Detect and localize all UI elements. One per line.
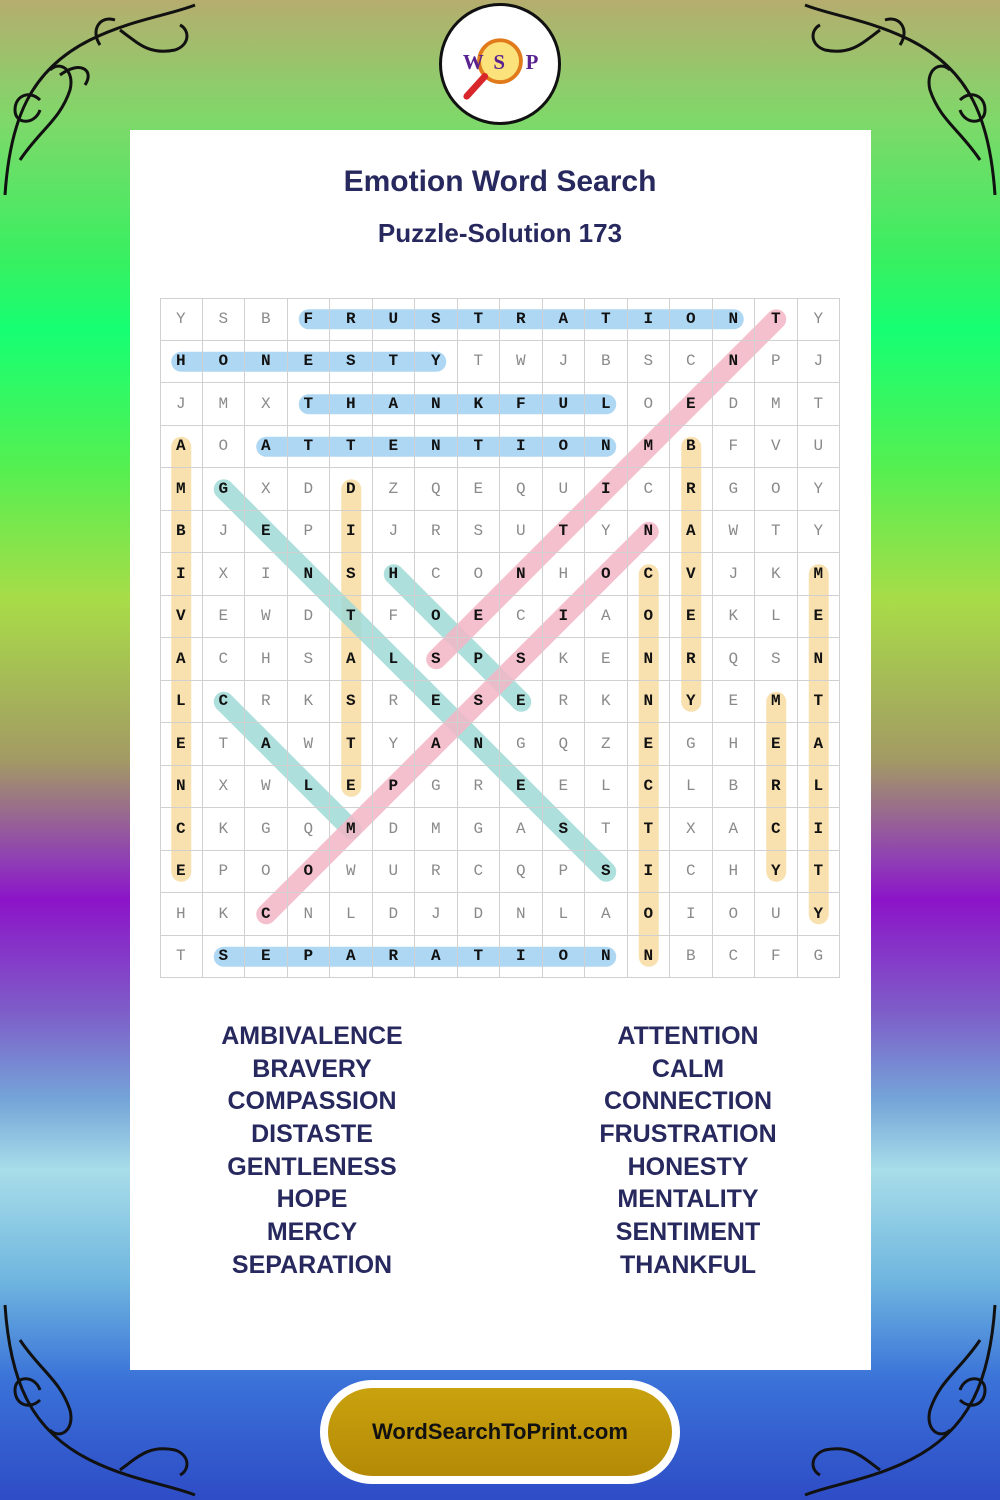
grid-cell[interactable]: O xyxy=(628,893,671,936)
grid-cell[interactable]: C xyxy=(628,468,671,511)
grid-cell[interactable]: T xyxy=(543,511,586,554)
grid-cell[interactable]: R xyxy=(500,298,543,341)
grid-cell[interactable]: T xyxy=(798,851,841,894)
grid-cell[interactable]: U xyxy=(543,383,586,426)
grid-cell[interactable]: A xyxy=(798,723,841,766)
grid-cell[interactable]: C xyxy=(670,341,713,384)
grid-cell[interactable]: Q xyxy=(500,468,543,511)
grid-cell[interactable]: G xyxy=(500,723,543,766)
grid-cell[interactable]: S xyxy=(585,851,628,894)
grid-cell[interactable]: N xyxy=(458,723,501,766)
grid-cell[interactable]: S xyxy=(458,681,501,724)
word-list-item: HONESTY xyxy=(627,1152,749,1181)
grid-cell[interactable]: K xyxy=(755,553,798,596)
grid-cell[interactable]: T xyxy=(458,298,501,341)
grid-cell[interactable]: L xyxy=(755,596,798,639)
word-list-item: MERCY xyxy=(266,1218,358,1247)
grid-cell[interactable]: J xyxy=(203,511,246,554)
website-button[interactable] xyxy=(320,1380,680,1484)
grid-cell[interactable]: G xyxy=(670,723,713,766)
grid-cell[interactable]: L xyxy=(670,766,713,809)
grid-cell[interactable]: Y xyxy=(798,511,841,554)
grid-cell[interactable]: J xyxy=(415,893,458,936)
grid-cell[interactable]: N xyxy=(798,638,841,681)
grid-cell[interactable]: C xyxy=(670,851,713,894)
word-list-left xyxy=(162,1020,462,1282)
grid-cell[interactable]: R xyxy=(415,851,458,894)
word-list-item: DISTASTE xyxy=(251,1120,373,1149)
grid-cell[interactable]: I xyxy=(330,511,373,554)
grid-cell[interactable]: P xyxy=(203,851,246,894)
grid-cell[interactable]: E xyxy=(500,766,543,809)
grid-cell[interactable]: V xyxy=(160,596,203,639)
word-list-item: ATTENTION xyxy=(617,1022,759,1050)
grid-cell[interactable]: E xyxy=(670,383,713,426)
grid-cell[interactable]: V xyxy=(670,553,713,596)
grid-cell[interactable]: U xyxy=(543,468,586,511)
grid-cell[interactable]: E xyxy=(160,851,203,894)
grid-cell[interactable]: R xyxy=(755,766,798,809)
grid-cell[interactable]: H xyxy=(245,638,288,681)
grid-cell[interactable]: N xyxy=(160,766,203,809)
grid-cell[interactable]: E xyxy=(288,341,331,384)
grid-cell[interactable]: A xyxy=(245,426,288,469)
site-logo[interactable] xyxy=(439,3,561,125)
grid-cell[interactable]: I xyxy=(160,553,203,596)
grid-cell[interactable]: U xyxy=(755,893,798,936)
grid-cell[interactable]: G xyxy=(245,808,288,851)
grid-cell[interactable]: Q xyxy=(288,808,331,851)
grid-cell[interactable]: I xyxy=(670,893,713,936)
grid-cell[interactable]: Y xyxy=(798,468,841,511)
grid-cell[interactable]: N xyxy=(245,341,288,384)
grid-cell[interactable]: D xyxy=(713,383,756,426)
grid-cell[interactable]: A xyxy=(670,511,713,554)
grid-cell[interactable]: N xyxy=(713,341,756,384)
grid-cell[interactable]: O xyxy=(755,468,798,511)
grid-cell[interactable]: W xyxy=(500,341,543,384)
grid-cell[interactable]: I xyxy=(628,298,671,341)
grid-cell[interactable]: Z xyxy=(373,468,416,511)
grid-cell[interactable]: A xyxy=(330,936,373,979)
grid-cell[interactable]: A xyxy=(585,893,628,936)
grid-cell[interactable]: U xyxy=(500,511,543,554)
grid-cell[interactable]: P xyxy=(543,851,586,894)
grid-cell[interactable]: B xyxy=(245,298,288,341)
grid-cell[interactable]: Y xyxy=(585,511,628,554)
grid-cell[interactable]: R xyxy=(415,511,458,554)
grid-cell[interactable]: E xyxy=(160,723,203,766)
word-search-grid[interactable] xyxy=(160,298,840,978)
grid-cell[interactable]: U xyxy=(798,426,841,469)
grid-cell[interactable]: R xyxy=(670,468,713,511)
grid-cell[interactable]: K xyxy=(203,808,246,851)
grid-cell[interactable]: E xyxy=(798,596,841,639)
grid-cell[interactable]: N xyxy=(585,426,628,469)
grid-cell[interactable]: W xyxy=(713,511,756,554)
word-list-item: AMBIVALENCE xyxy=(221,1022,403,1050)
grid-cell[interactable]: W xyxy=(330,851,373,894)
grid-cell[interactable]: B xyxy=(670,426,713,469)
logo-letter-p: P xyxy=(525,49,539,74)
grid-cell[interactable]: F xyxy=(713,426,756,469)
grid-cell[interactable]: N xyxy=(628,638,671,681)
grid-cell[interactable]: L xyxy=(160,681,203,724)
grid-cell[interactable]: B xyxy=(585,341,628,384)
grid-cell[interactable]: L xyxy=(330,893,373,936)
grid-cell[interactable]: I xyxy=(543,596,586,639)
grid-cell[interactable]: N xyxy=(415,426,458,469)
grid-cell[interactable]: E xyxy=(713,681,756,724)
grid-cell[interactable]: S xyxy=(543,808,586,851)
grid-cell[interactable]: C xyxy=(458,851,501,894)
grid-cell[interactable]: J xyxy=(798,341,841,384)
grid-cell[interactable]: D xyxy=(373,893,416,936)
grid-cell[interactable]: G xyxy=(458,808,501,851)
grid-cell[interactable]: T xyxy=(330,723,373,766)
grid-cell[interactable]: H xyxy=(330,383,373,426)
grid-cell[interactable]: S xyxy=(330,681,373,724)
grid-cell[interactable]: R xyxy=(373,681,416,724)
grid-cell[interactable]: T xyxy=(330,426,373,469)
grid-cell[interactable]: E xyxy=(755,723,798,766)
grid-cell[interactable]: E xyxy=(245,936,288,979)
grid-cell[interactable]: F xyxy=(288,298,331,341)
grid-cell[interactable]: W xyxy=(245,596,288,639)
grid-cell[interactable]: K xyxy=(288,681,331,724)
grid-cell[interactable]: A xyxy=(160,638,203,681)
grid-cell[interactable]: L xyxy=(585,766,628,809)
grid-cell[interactable]: K xyxy=(203,893,246,936)
grid-cell[interactable]: O xyxy=(245,851,288,894)
grid-cell[interactable]: V xyxy=(755,426,798,469)
grid-cell[interactable]: T xyxy=(288,383,331,426)
grid-cell[interactable]: N xyxy=(713,298,756,341)
grid-cell[interactable]: C xyxy=(628,553,671,596)
grid-cell[interactable]: M xyxy=(755,681,798,724)
grid-cell[interactable]: X xyxy=(245,383,288,426)
grid-cell[interactable]: Q xyxy=(500,851,543,894)
grid-cell[interactable]: Y xyxy=(670,681,713,724)
grid-cell[interactable]: H xyxy=(160,341,203,384)
grid-cell[interactable]: E xyxy=(330,766,373,809)
grid-cell[interactable]: G xyxy=(203,468,246,511)
word-list-item: FRUSTRATION xyxy=(599,1120,777,1149)
grid-cell[interactable]: L xyxy=(288,766,331,809)
grid-cell[interactable]: N xyxy=(585,936,628,979)
logo-letter-s: S xyxy=(493,49,505,74)
grid-cell[interactable]: G xyxy=(415,766,458,809)
grid-cell[interactable]: P xyxy=(288,511,331,554)
word-list-item: GENTLENESS xyxy=(227,1152,397,1181)
grid-cell[interactable]: Y xyxy=(798,893,841,936)
grid-cell[interactable]: W xyxy=(288,723,331,766)
grid-cell[interactable]: Y xyxy=(373,723,416,766)
grid-cell[interactable]: T xyxy=(585,808,628,851)
grid-cell[interactable]: M xyxy=(628,426,671,469)
grid-cell[interactable]: H xyxy=(713,723,756,766)
grid-cell[interactable]: N xyxy=(415,383,458,426)
grid-cell[interactable]: P xyxy=(458,638,501,681)
grid-cell[interactable]: D xyxy=(330,468,373,511)
grid-cell[interactable]: S xyxy=(330,553,373,596)
grid-cell[interactable]: E xyxy=(543,766,586,809)
grid-cell[interactable]: O xyxy=(628,596,671,639)
grid-cell[interactable]: K xyxy=(585,681,628,724)
grid-cell[interactable]: Q xyxy=(543,723,586,766)
grid-cell[interactable]: A xyxy=(330,638,373,681)
grid-cell[interactable]: T xyxy=(755,298,798,341)
grid-cell[interactable]: S xyxy=(628,341,671,384)
grid-cell[interactable]: H xyxy=(543,553,586,596)
grid-cell[interactable]: E xyxy=(203,596,246,639)
grid-cell[interactable]: A xyxy=(415,723,458,766)
grid-cell[interactable]: I xyxy=(798,808,841,851)
grid-cell[interactable]: F xyxy=(755,936,798,979)
grid-cell[interactable]: X xyxy=(245,468,288,511)
grid-cell[interactable]: T xyxy=(585,298,628,341)
grid-cell[interactable]: U xyxy=(373,298,416,341)
grid-cell[interactable]: N xyxy=(628,936,671,979)
word-list-item: THANKFUL xyxy=(619,1250,757,1279)
grid-cell[interactable]: M xyxy=(203,383,246,426)
grid-cell[interactable]: C xyxy=(245,893,288,936)
grid-cell[interactable]: N xyxy=(288,893,331,936)
word-list-item: CALM xyxy=(651,1054,725,1083)
grid-cell[interactable]: F xyxy=(373,596,416,639)
grid-cell[interactable]: L xyxy=(543,893,586,936)
grid-cell[interactable]: A xyxy=(373,383,416,426)
grid-cell[interactable]: M xyxy=(330,808,373,851)
grid-cell[interactable]: D xyxy=(373,808,416,851)
grid-cell[interactable]: M xyxy=(415,808,458,851)
grid-cell[interactable]: A xyxy=(543,298,586,341)
grid-cell[interactable]: N xyxy=(500,893,543,936)
grid-cell[interactable]: B xyxy=(713,766,756,809)
grid-cell[interactable]: B xyxy=(160,511,203,554)
grid-cell[interactable]: T xyxy=(628,808,671,851)
grid-cell[interactable]: X xyxy=(203,766,246,809)
grid-cell[interactable]: C xyxy=(160,808,203,851)
grid-cell[interactable]: S xyxy=(330,341,373,384)
grid-cell[interactable]: L xyxy=(373,638,416,681)
grid-cell[interactable]: B xyxy=(670,936,713,979)
grid-cell[interactable]: C xyxy=(628,766,671,809)
grid-cell[interactable]: C xyxy=(203,681,246,724)
grid-cell[interactable]: H xyxy=(713,851,756,894)
grid-cell[interactable]: T xyxy=(330,596,373,639)
grid-cell[interactable]: N xyxy=(628,681,671,724)
word-list-item: HOPE xyxy=(276,1185,348,1214)
grid-cell[interactable]: S xyxy=(458,511,501,554)
grid-cell[interactable]: T xyxy=(755,511,798,554)
grid-cell[interactable]: E xyxy=(458,468,501,511)
grid-cell[interactable]: I xyxy=(245,553,288,596)
grid-cell[interactable]: S xyxy=(203,298,246,341)
grid-cell[interactable]: E xyxy=(585,638,628,681)
grid-cell[interactable]: S xyxy=(415,638,458,681)
grid-cell[interactable]: E xyxy=(415,681,458,724)
grid-cell[interactable]: J xyxy=(373,511,416,554)
grid-cell[interactable]: Z xyxy=(585,723,628,766)
grid-cell[interactable]: A xyxy=(585,596,628,639)
grid-cell[interactable]: P xyxy=(373,766,416,809)
grid-cell[interactable]: A xyxy=(500,808,543,851)
grid-cell[interactable]: X xyxy=(670,808,713,851)
grid-cell[interactable]: T xyxy=(203,723,246,766)
grid-cell[interactable]: K xyxy=(458,383,501,426)
grid-cell[interactable]: A xyxy=(713,808,756,851)
grid-cell[interactable]: R xyxy=(245,681,288,724)
grid-cell[interactable]: T xyxy=(458,426,501,469)
grid-cell[interactable]: I xyxy=(500,936,543,979)
grid-cell[interactable]: X xyxy=(203,553,246,596)
grid-cell[interactable]: C xyxy=(415,553,458,596)
grid-cell[interactable]: C xyxy=(713,936,756,979)
word-list-item: MENTALITY xyxy=(617,1185,759,1214)
grid-cell[interactable]: M xyxy=(798,553,841,596)
grid-cell[interactable]: D xyxy=(458,893,501,936)
word-list-item: CONNECTION xyxy=(603,1087,773,1116)
grid-cell[interactable]: A xyxy=(245,723,288,766)
grid-cell[interactable]: C xyxy=(755,808,798,851)
grid-cell[interactable]: O xyxy=(203,426,246,469)
word-list-item: COMPASSION xyxy=(227,1087,397,1116)
grid-cell[interactable]: T xyxy=(798,383,841,426)
grid-cell[interactable]: O xyxy=(203,341,246,384)
grid-cell[interactable]: N xyxy=(500,553,543,596)
grid-cell[interactable]: A xyxy=(415,936,458,979)
grid-cell[interactable]: S xyxy=(415,298,458,341)
word-list-item: BRAVERY xyxy=(252,1054,372,1083)
grid-cell[interactable]: T xyxy=(458,341,501,384)
grid-cell[interactable]: Y xyxy=(415,341,458,384)
grid-cell[interactable]: E xyxy=(500,681,543,724)
grid-cell[interactable]: M xyxy=(160,468,203,511)
grid-cell[interactable]: Y xyxy=(160,298,203,341)
logo-letter-w: W xyxy=(462,49,484,74)
grid-cell[interactable]: F xyxy=(500,383,543,426)
grid-cell[interactable]: G xyxy=(713,468,756,511)
grid-cell[interactable]: O xyxy=(543,426,586,469)
grid-cell[interactable]: J xyxy=(160,383,203,426)
word-list-item: SEPARATION xyxy=(231,1250,393,1279)
grid-cell[interactable]: O xyxy=(415,596,458,639)
grid-cell[interactable]: I xyxy=(500,426,543,469)
word-list-item: SENTIMENT xyxy=(615,1218,761,1247)
grid-cell[interactable]: E xyxy=(670,596,713,639)
grid-cell[interactable]: S xyxy=(288,638,331,681)
grid-cell[interactable]: J xyxy=(713,553,756,596)
grid-cell[interactable]: O xyxy=(458,553,501,596)
grid-cell[interactable]: N xyxy=(628,511,671,554)
grid-cell[interactable]: D xyxy=(288,468,331,511)
grid-cell[interactable]: E xyxy=(245,511,288,554)
grid-cell[interactable]: U xyxy=(373,851,416,894)
grid-cell[interactable]: J xyxy=(543,341,586,384)
grid-cell[interactable]: R xyxy=(670,638,713,681)
grid-cell[interactable]: S xyxy=(203,936,246,979)
grid-cell[interactable]: Y xyxy=(798,298,841,341)
grid-cell[interactable]: O xyxy=(585,553,628,596)
grid-cell[interactable]: E xyxy=(628,723,671,766)
grid-cell[interactable]: O xyxy=(288,851,331,894)
grid-cell[interactable]: A xyxy=(160,426,203,469)
grid-cell[interactable]: T xyxy=(373,341,416,384)
grid-cell[interactable]: T xyxy=(288,426,331,469)
grid-cell[interactable]: Q xyxy=(713,638,756,681)
grid-cell[interactable]: C xyxy=(203,638,246,681)
grid-cell[interactable]: I xyxy=(628,851,671,894)
grid-cell[interactable]: P xyxy=(755,341,798,384)
grid-cell[interactable]: P xyxy=(288,936,331,979)
grid-cell[interactable]: G xyxy=(798,936,841,979)
grid-cell[interactable]: T xyxy=(798,681,841,724)
grid-cell[interactable]: T xyxy=(160,936,203,979)
grid-cell[interactable]: O xyxy=(628,383,671,426)
grid-cell[interactable]: K xyxy=(543,638,586,681)
grid-cell[interactable]: K xyxy=(713,596,756,639)
website-label: WordSearchToPrint.com xyxy=(328,1388,672,1476)
grid-cell[interactable]: S xyxy=(755,638,798,681)
grid-cell[interactable]: E xyxy=(373,426,416,469)
word-list-right xyxy=(538,1020,838,1282)
grid-cell[interactable]: R xyxy=(458,766,501,809)
grid-cell[interactable]: R xyxy=(330,298,373,341)
grid-cell[interactable]: E xyxy=(458,596,501,639)
grid-cell[interactable]: W xyxy=(245,766,288,809)
grid-cell[interactable]: Q xyxy=(415,468,458,511)
grid-cell[interactable]: Y xyxy=(755,851,798,894)
grid-cell[interactable]: O xyxy=(670,298,713,341)
grid-cell[interactable]: H xyxy=(373,553,416,596)
grid-cell[interactable]: R xyxy=(373,936,416,979)
grid-cell[interactable]: R xyxy=(543,681,586,724)
grid-cell[interactable]: N xyxy=(288,553,331,596)
grid-cell[interactable]: S xyxy=(500,638,543,681)
grid-cell[interactable]: O xyxy=(713,893,756,936)
page-title: Emotion Word Search xyxy=(343,165,657,198)
page-subtitle: Puzzle-Solution 173 xyxy=(377,218,623,248)
grid-cell[interactable]: L xyxy=(585,383,628,426)
grid-cell[interactable]: D xyxy=(288,596,331,639)
grid-cell[interactable]: M xyxy=(755,383,798,426)
grid-cell[interactable]: O xyxy=(543,936,586,979)
grid-cell[interactable]: C xyxy=(500,596,543,639)
grid-cell[interactable]: T xyxy=(458,936,501,979)
grid-cell[interactable]: I xyxy=(585,468,628,511)
grid-cell[interactable]: L xyxy=(798,766,841,809)
grid-cell[interactable]: H xyxy=(160,893,203,936)
